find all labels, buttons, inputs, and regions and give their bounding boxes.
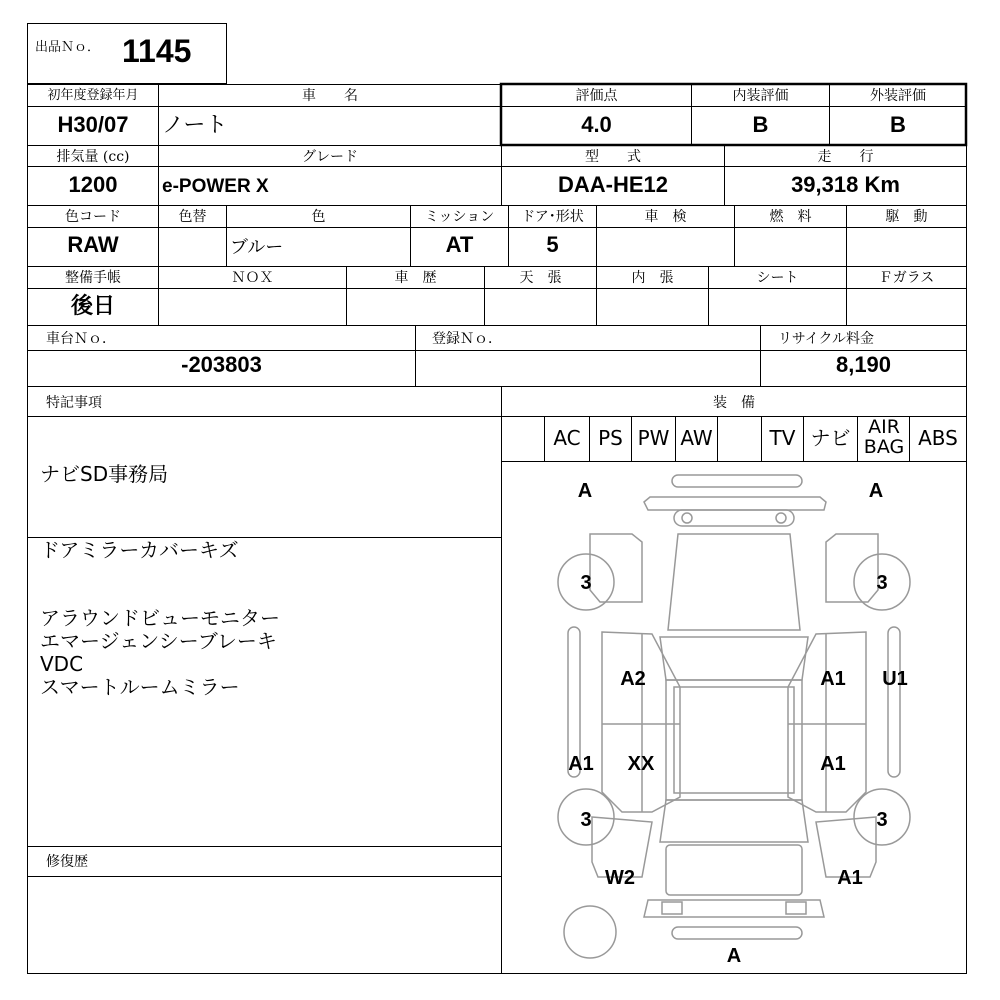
chassis-value: -203803 xyxy=(181,352,262,377)
model-label: 型 式 xyxy=(585,149,641,165)
model-value: DAA-HE12 xyxy=(557,172,669,197)
equipment-tv: TV xyxy=(769,426,796,450)
maintenance-value: 後日 xyxy=(70,293,115,318)
notes-line: ドアミラーカバーキズ xyxy=(40,538,239,562)
notes-line: アラウンドビューモニター xyxy=(40,606,280,630)
notes-line: エマージェンシーブレーキ xyxy=(40,629,277,653)
car-damage-diagram xyxy=(502,462,966,973)
chassis-label: 車台Ｎｏ． xyxy=(46,331,116,347)
history-label: 車 歴 xyxy=(394,270,437,286)
first-registration-label: 初年度登録年月 xyxy=(47,88,139,103)
interior-label: 内装評価 xyxy=(732,88,789,104)
inspection-label: 車 検 xyxy=(644,209,687,225)
grade-label: グレード xyxy=(302,149,358,165)
seat-label: シート xyxy=(756,270,799,286)
equipment-airbag: AIR BAG xyxy=(863,416,905,458)
tire-front-left: 3 xyxy=(580,572,592,594)
color-value: ブルー xyxy=(230,237,284,257)
notes-label: 特記事項 xyxy=(46,395,102,411)
color-label: 色 xyxy=(311,209,326,225)
notes-navi-sd: ナビSD事務局 xyxy=(40,462,169,486)
lot-number: 1145 xyxy=(122,33,192,69)
exterior-value: B xyxy=(890,112,906,137)
equipment-label: 装 備 xyxy=(713,395,755,411)
damage-right-pillar: U1 xyxy=(882,668,908,690)
color-code-value: RAW xyxy=(67,232,119,257)
car-name-label: 車 名 xyxy=(302,88,358,104)
damage-left-rocker: A1 xyxy=(568,753,594,775)
equipment-ps: PS xyxy=(598,426,623,450)
mileage-label: 走 行 xyxy=(817,149,874,165)
mission-value: AT xyxy=(445,232,474,257)
notes-line: スマートルームミラー xyxy=(40,675,240,699)
doors-label: ドア･形状 xyxy=(521,209,584,225)
recycle-value: 8,190 xyxy=(835,352,892,377)
drive-label: 駆 動 xyxy=(885,209,928,225)
equipment-navi: ナビ xyxy=(810,426,851,450)
first-registration-value: H30/07 xyxy=(57,112,129,137)
damage-rear-left: W2 xyxy=(605,867,635,889)
tire-rear-right: 3 xyxy=(876,809,888,831)
equipment-abs: ABS xyxy=(918,426,958,450)
tire-rear-left: 3 xyxy=(580,809,592,831)
equipment-pw: PW xyxy=(637,426,670,450)
notes-line: VDC xyxy=(40,652,84,676)
exterior-label: 外装評価 xyxy=(870,88,926,104)
damage-rear-left-door: XX xyxy=(627,753,655,775)
color-change-label: 色替 xyxy=(178,209,207,225)
grade-value: e-POWER X xyxy=(162,176,269,197)
interior-value: B xyxy=(752,112,769,137)
displacement-value: 1200 xyxy=(68,172,118,197)
damage-front-right: A xyxy=(868,480,884,502)
roof-label: 天 張 xyxy=(519,270,562,286)
color-code-label: 色コード xyxy=(65,209,121,225)
maintenance-label: 整備手帳 xyxy=(65,270,121,286)
recycle-label: リサイクル料金 xyxy=(778,331,875,347)
equipment-aw: AW xyxy=(680,426,713,450)
displacement-label: 排気量 (cc) xyxy=(56,149,130,165)
doors-value: 5 xyxy=(546,232,559,257)
registration-label: 登録Ｎｏ． xyxy=(432,331,502,347)
fuel-label: 燃 料 xyxy=(769,209,812,225)
damage-rear-right: A1 xyxy=(837,867,863,889)
damage-rear-right-door: A1 xyxy=(820,753,846,775)
interior-trim-label: 内 張 xyxy=(631,270,674,286)
lot-number-label: 出品Ｎｏ． xyxy=(35,40,101,55)
mission-label: ミッション xyxy=(424,209,495,225)
tire-front-right: 3 xyxy=(876,572,888,594)
damage-front-left: A xyxy=(577,480,593,502)
damage-front-right-door: A1 xyxy=(820,668,846,690)
mileage-value: 39,318 Km xyxy=(791,172,900,197)
damage-front-left-door: A2 xyxy=(620,668,646,690)
score-label: 評価点 xyxy=(575,88,618,104)
car-name-value: ノート xyxy=(162,112,228,137)
f-glass-label: Ｆガラス xyxy=(878,270,935,286)
score-value: 4.0 xyxy=(581,112,612,137)
damage-rear: A xyxy=(726,945,742,967)
equipment-ac: AC xyxy=(553,426,581,450)
nox-label: ＮＯＸ xyxy=(231,270,274,286)
repair-history-label: 修復歴 xyxy=(46,854,88,870)
